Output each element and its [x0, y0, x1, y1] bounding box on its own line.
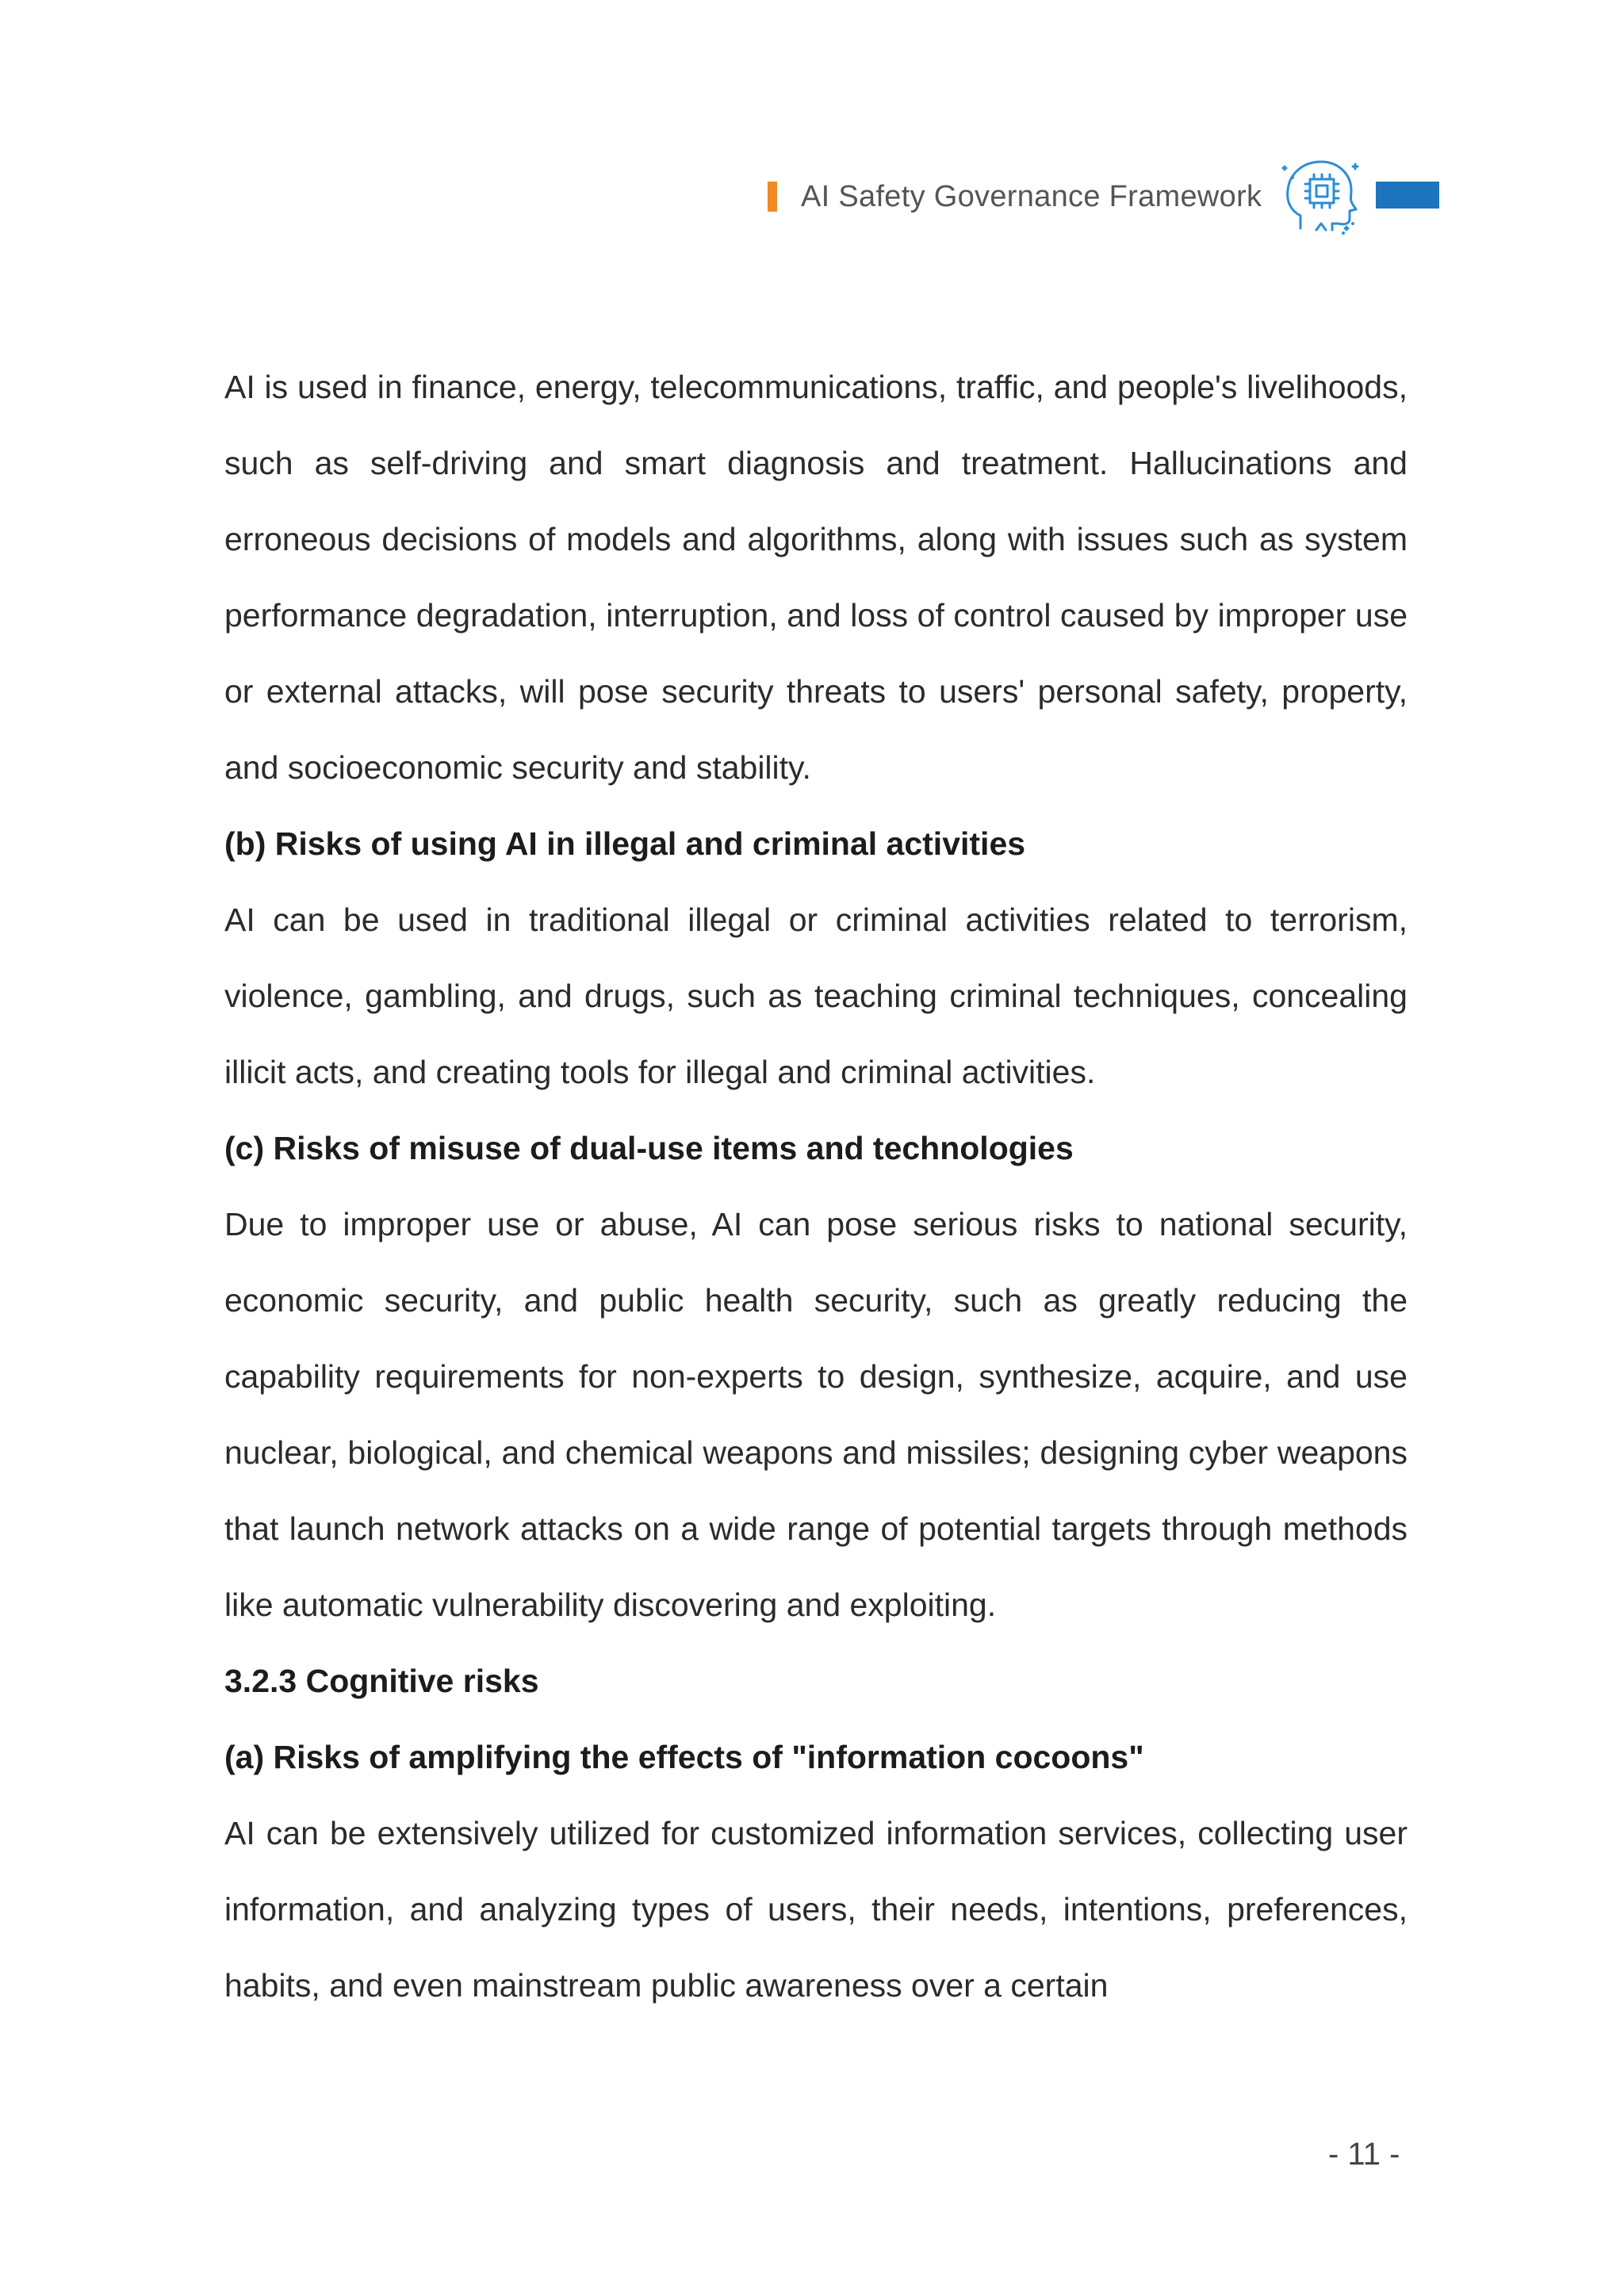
paragraph-illegal-criminal: AI can be used in traditional illegal or criminal activities related to terrorism, violence, gambling, and drugs, such as teaching criminal techniques, concealing illicit acts, and creating tools for illegal and criminal activities.	[224, 902, 1408, 1090]
heading-a-information-cocoons: (a) Risks of amplifying the effects of "information cocoons"	[224, 1739, 1144, 1775]
paragraph-dual-use: Due to improper use or abuse, AI can pose serious risks to national security, economic security, and public health security, such as greatly reducing the capability requirements for non-experts to design, synthesize, acquire, and use nuclear, biological, and chemical weapons and missiles; designing cyber weapons that launch network attacks on a wide range of potential targets through methods like automatic vulnerability discovering and exploiting.	[224, 1206, 1408, 1623]
header-brand-block	[1376, 182, 1439, 209]
page-number: - 11 -	[1328, 2137, 1400, 2172]
heading-b-illegal-criminal: (b) Risks of using AI in illegal and criminal activities	[224, 825, 1026, 862]
ai-head-circuit-icon	[1277, 151, 1364, 239]
paragraph-information-cocoons: AI can be extensively utilized for customized information services, collecting user information, and analyzing types of users, their needs, intentions, preferences, habits, and even mainstream public awareness over a certain	[224, 1815, 1408, 2004]
running-header	[768, 173, 1262, 220]
header-accent-bar	[768, 182, 777, 212]
header-title: AI Safety Governance Framework	[801, 179, 1262, 213]
heading-c-dual-use: (c) Risks of misuse of dual-use items and technologies	[224, 1130, 1074, 1166]
heading-cognitive-risks: 3.2.3 Cognitive risks	[224, 1663, 539, 1699]
paragraph-intro: AI is used in finance, energy, telecommunications, traffic, and people's livelihoods, such as self-driving and smart diagnosis and treatment. Hallucinations and erroneous decisions of models and algorithms, along with issues such as system performance degradation, interruption, and loss of control caused by improper use or external attacks, will pose security threats to users' personal safety, property, and socioeconomic security and stability.	[224, 369, 1408, 786]
page-content	[224, 349, 1408, 2023]
